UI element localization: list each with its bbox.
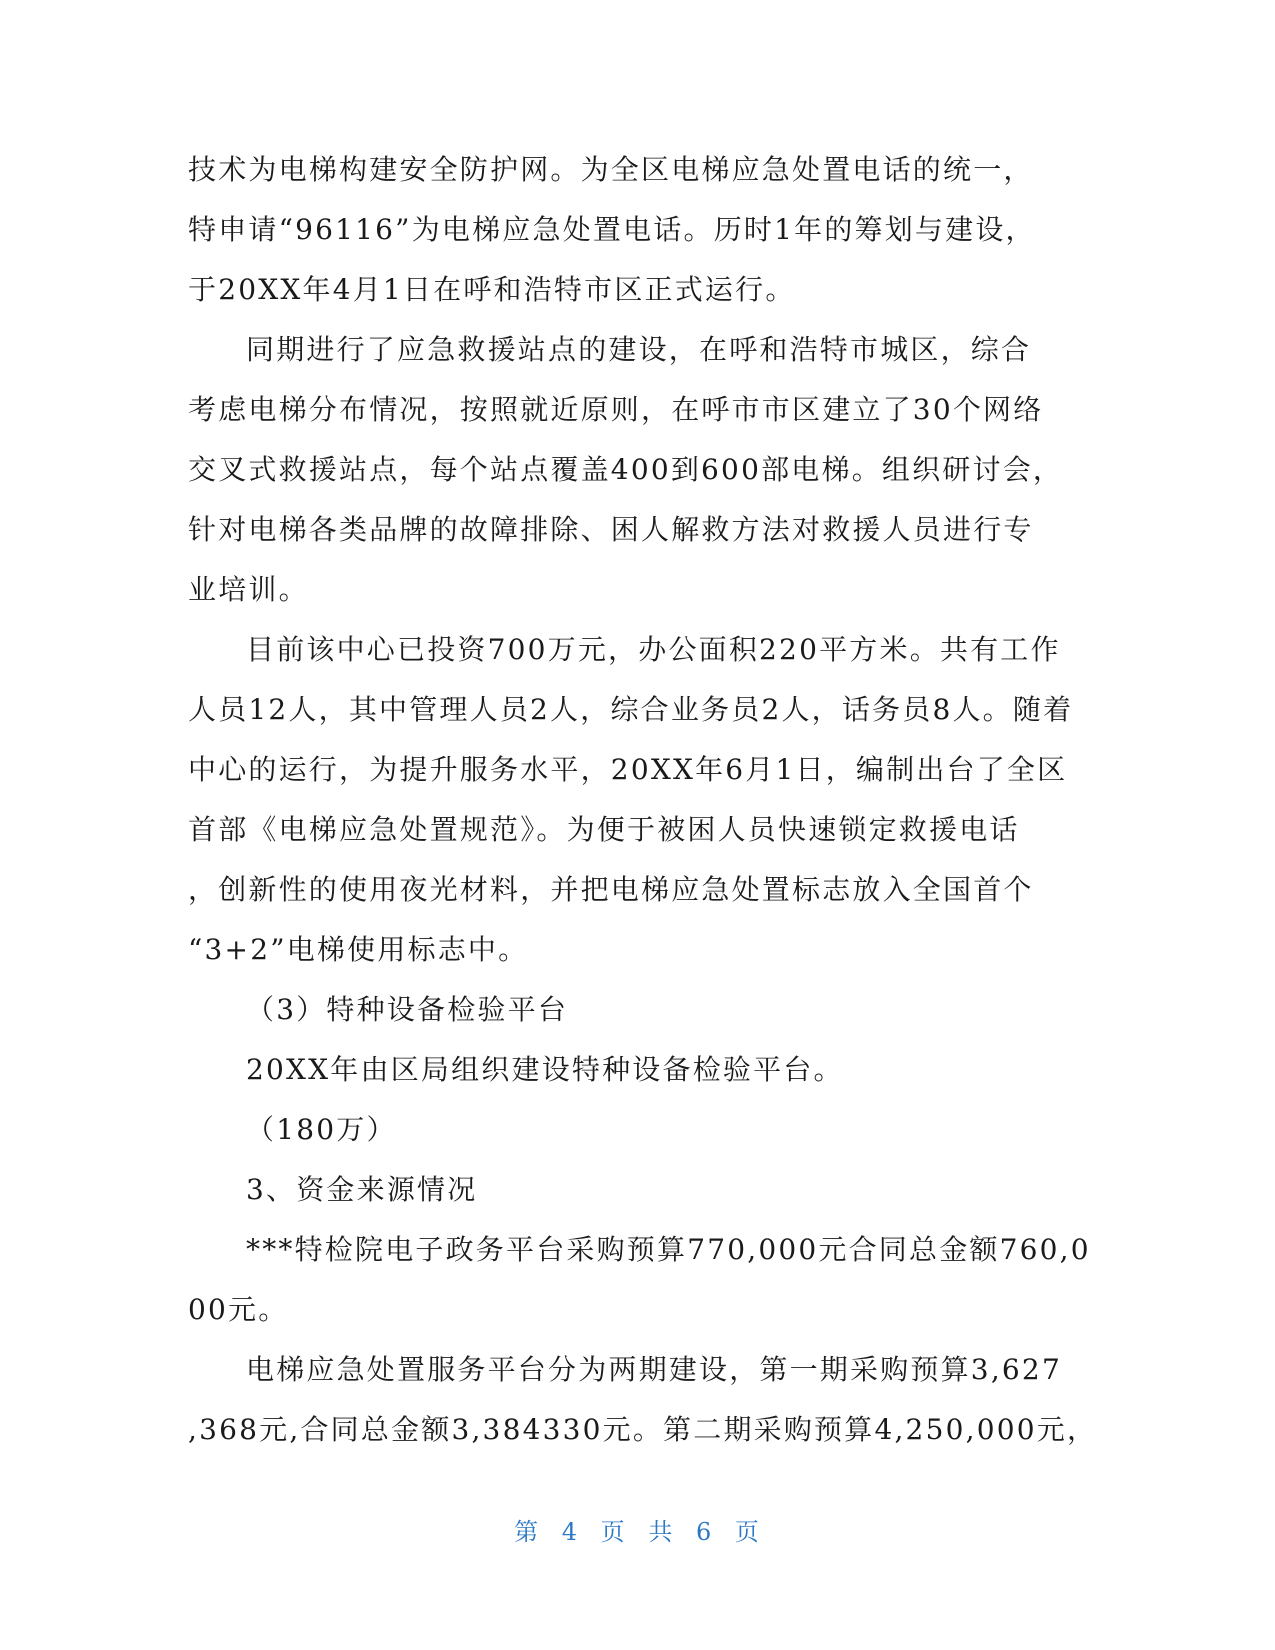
paragraph-p9 (188, 1340, 1098, 1460)
paragraph-p5 (188, 1040, 1068, 1100)
text-line: 业培训。 (188, 573, 309, 606)
page-footer (0, 1512, 1275, 1547)
text-line: 中心的运行，为提升服务水平，20XX年6月1日，编制出台了全区 (188, 753, 1068, 786)
footer-suffix: 页 (734, 1518, 761, 1546)
footer-total-word: 共 (648, 1518, 675, 1546)
paragraph-p3 (188, 620, 1074, 980)
paragraph-p6 (188, 1100, 1068, 1160)
text-line: 特申请“96116”为电梯应急处置电话。历时1年的筹划与建设， (188, 213, 1036, 246)
footer-total-pages: 6 (695, 1518, 714, 1546)
footer-page-word: 页 (600, 1518, 627, 1546)
paragraph-p1 (188, 140, 1068, 320)
text-line: 交叉式救援站点，每个站点覆盖400到600部电梯。组织研讨会， (188, 453, 1064, 486)
text-line: 于20XX年4月1日在呼和浩特市区正式运行。 (188, 273, 796, 306)
paragraph-p7 (188, 1160, 1068, 1220)
text-line: 00元。 (188, 1293, 289, 1326)
footer-current-page: 4 (561, 1518, 580, 1546)
text-line: “3+2”电梯使用标志中。 (188, 933, 529, 966)
paragraph-p2 (188, 320, 1068, 620)
text-line: 3、资金来源情况 (246, 1173, 478, 1206)
text-line: 技术为电梯构建安全防护网。为全区电梯应急处置电话的统一， (188, 153, 1034, 186)
text-line: 人员12人，其中管理人员2人，综合业务员2人，话务员8人。随着 (188, 693, 1074, 726)
paragraph-p4 (188, 980, 1068, 1040)
footer-prefix: 第 (514, 1518, 541, 1546)
text-line: 同期进行了应急救援站点的建设，在呼和浩特市城区，综合 (246, 333, 1032, 366)
text-line: （180万） (246, 1113, 397, 1146)
text-line: 20XX年由区局组织建设特种设备检验平台。 (246, 1053, 844, 1086)
text-line: 目前该中心已投资700万元，办公面积220平方米。共有工作 (246, 633, 1061, 666)
text-line: （3）特种设备检验平台 (246, 993, 569, 1026)
paragraph-p8 (188, 1220, 1091, 1340)
text-line: 首部《电梯应急处置规范》。为便于被困人员快速锁定救援电话 (188, 813, 1020, 846)
text-line: 针对电梯各类品牌的故障排除、困人解救方法对救援人员进行专 (188, 513, 1034, 546)
text-line: 电梯应急处置服务平台分为两期建设，第一期采购预算3,627 (246, 1353, 1062, 1386)
text-line: 考虑电梯分布情况，按照就近原则，在呼市市区建立了30个网络 (188, 393, 1044, 426)
text-line: ，创新性的使用夜光材料，并把电梯应急处置标志放入全国首个 (188, 873, 1034, 906)
document-body (188, 140, 1098, 1460)
text-line: ,368元,合同总金额3,384330元。第二期采购预算4,250,000元， (188, 1413, 1098, 1446)
text-line: ***特检院电子政务平台采购预算770,000元合同总金额760,0 (246, 1233, 1091, 1266)
